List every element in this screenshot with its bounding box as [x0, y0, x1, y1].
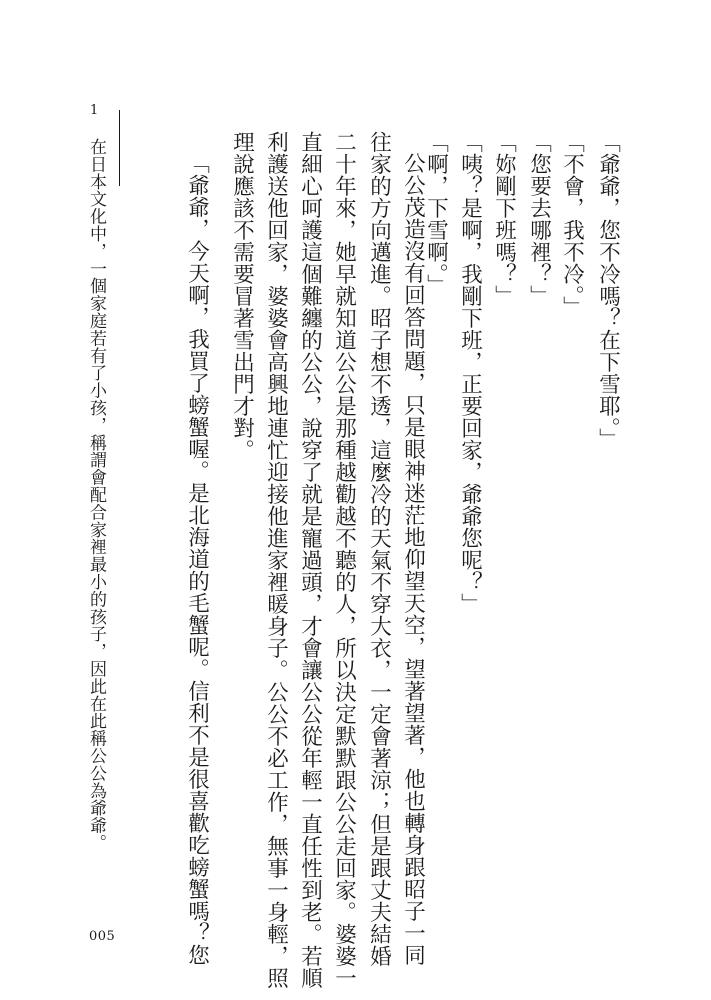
- text-line: 「妳剛下班嗎？」: [491, 131, 517, 307]
- text-line: 「爺爺，您不冷嗎？在下雪耶。」: [595, 131, 621, 451]
- text-line: 「咦？是啊，我剛下班，正要回家，爺爺您呢？」: [457, 131, 483, 615]
- text-line: 利護送他回家，婆婆會高興地連忙迎接他進家裡暖身子。公公不必工作，無事一身輕，照: [263, 131, 289, 989]
- footnote-divider: [119, 110, 120, 186]
- text-line: 「啊，下雪啊。」: [423, 131, 449, 297]
- page-number: 005: [89, 929, 116, 944]
- text-line: 往家的方向邁進。昭子想不透，這麼冷的天氣不穿大衣，一定會著涼；但是跟丈夫結婚: [366, 131, 392, 967]
- footnote-text: 在日本文化中，一個家庭若有了小孩，稱謂會配合家裡最小的孩子，因此在此稱公公為爺爺。: [86, 138, 106, 852]
- text-line: 「不會，我不冷。」: [559, 131, 585, 319]
- text-line: 公公茂造沒有回答問題，只是眼神迷茫地仰望天空，望著望著，他也轉身跟昭子一同: [400, 152, 426, 966]
- text-line: 「您要去哪裡？」: [526, 131, 552, 307]
- text-line: 二十年來，她早就知道公公是那種越勸越不聽的人，所以決定默默跟公公走回家。婆婆一: [331, 131, 357, 989]
- text-line: 直細心呵護這個難纏的公公，說穿了就是寵過頭，才會讓公公從年輕一直任性到老。若順: [297, 131, 323, 989]
- footnote-number: 1: [90, 103, 99, 118]
- text-line: 「爺爺，今天啊，我買了螃蟹喔。是北海道的毛蟹呢。信利不是很喜歡吃螃蟹嗎？您: [184, 152, 210, 966]
- text-line: 理說應該不需要冒著雪出門才對。: [229, 131, 255, 461]
